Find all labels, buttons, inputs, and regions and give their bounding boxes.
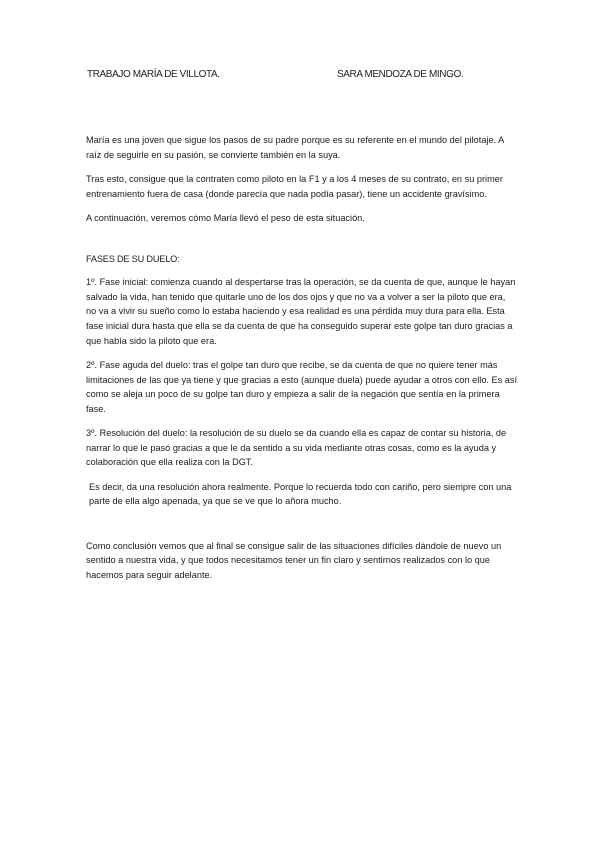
paragraph-conclusion: Como conclusión vemos que al final se consigue salir de las situaciones difíciles dándole de nuevo un sentido a nuestra vida, y que todos necesitamos tener un fin claro y sentirnos realizados con lo que hacemos para seguir adelante. <box>86 540 502 581</box>
paragraph-resolution: Es decir, da una resolución ahora realmente. Porque lo recuerda todo con cariño, pero siempre con una parte de ella algo apenada, ya que se ve que lo añora mucho. <box>89 481 512 507</box>
paragraph-phase-1: 1º. Fase inicial: comienza cuando al despertarse tras la operación, se da cuenta de que, aunque le hayan salvado la vida, han tenido que quitarle uno de los dos ojos y que no va a volver a ser la piloto que era, no va a vivir su sueño como lo estaba haciendo y esa realidad es una pérdida muy dura para ella. Esta fase inicial dura hasta que ella se da cuenta de que ha conseguido superar este golpe tan duro gracias a que había sido la piloto que era. <box>86 277 516 346</box>
paragraph-phase-2: 2º. Fase aguda del duelo: tras el golpe tan duro que recibe, se da cuenta de que no quiere tener más limitaciones de las que ya tiene y que gracias a esto (aunque duela) puede ayudar a otros con ello. Es así como se aleja un poco de su golpe tan duro y empieza a salir de la negación que sentía en la primera fase. <box>86 359 518 414</box>
paragraph-intro-3: A continuación, veremos cómo María llevó el peso de esta situación. <box>86 212 365 223</box>
paragraph-intro-1: María es una joven que sigue los pasos de su padre porque es su referente en el mundo del pilotaje. A raíz de seguirle en su pasión, se convierte también en la suya. <box>86 135 504 160</box>
document-header <box>87 69 527 85</box>
document-body <box>86 133 518 592</box>
section-heading: FASES DE SU DUELO: <box>86 253 180 264</box>
paragraph-intro-2: Tras esto, consigue que la contraten como piloto en la F1 y a los 4 meses de su contrato, en su primer entrenamiento fuera de casa (donde parecía que nada podía pasar), tiene un accidente gravísimo. <box>86 173 503 199</box>
paragraph-phase-3: 3º. Resolución del duelo: la resolución de su duelo se da cuando ella es capaz de contar su historia, de narrar lo que le pasó gracias a que le da sentido a su vida mediante otras cosas, como es la ayuda y colaboración que ella realiza con la DGT. <box>86 428 507 468</box>
header-title: TRABAJO MARÍA DE VILLOTA. <box>87 69 220 80</box>
header-author: SARA MENDOZA DE MINGO. <box>337 69 464 80</box>
